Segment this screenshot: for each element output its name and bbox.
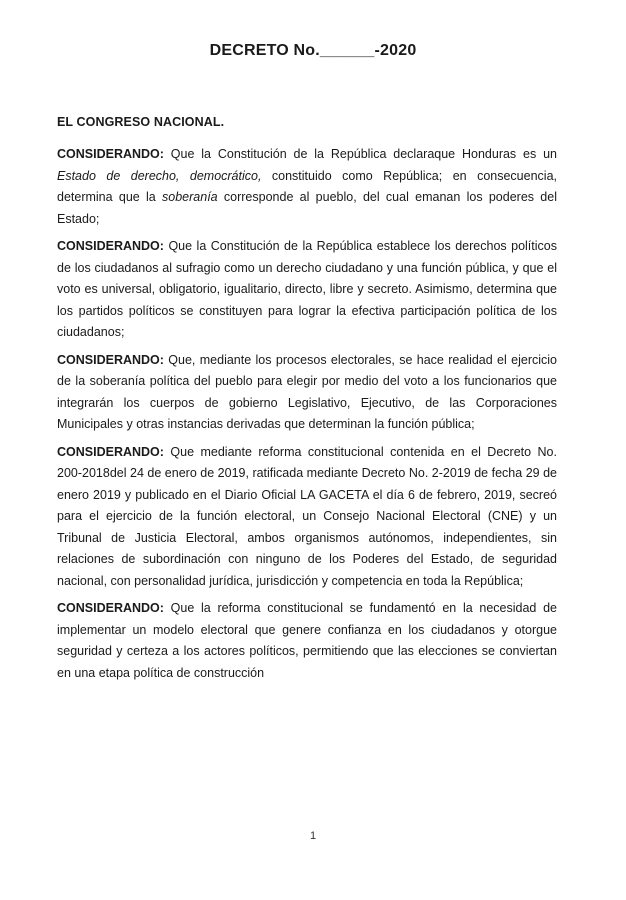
considerando-label: CONSIDERANDO: [57,352,164,367]
paragraph-text: Que la reforma constitucional se fundamentó en la necesidad de implementar un modelo electoral que genere confianza en los ciudadanos y otorgue seguridad y certeza a los actores políticos, permitiendo que las elecciones se conviertan en una etapa política de construcción [57,601,557,680]
paragraph-italic-text: soberanía [162,190,218,204]
congress-heading: EL CONGRESO NACIONAL. [57,115,225,129]
considerando-label: CONSIDERANDO: [57,147,164,161]
paragraph-text: corresponde al pueblo, del cual emanan los poderes del Estado; [57,190,557,226]
document-body [57,144,557,690]
paragraph-text: Que, mediante los procesos electorales, se hace realidad el ejercicio de la soberanía política del pueblo para elegir por medio del voto a los funcionarios que integrarán los cuerpos de gobierno Legislativo, Ejecutivo, de las Corporaciones Municipales y otras instancias derivadas que determinan la función pública; [57,352,557,431]
paragraph-italic-text: Estado de derecho, democrático, [57,168,262,183]
considerando-paragraph-2 [57,236,557,344]
considerando-label: CONSIDERANDO: [57,444,164,459]
considerando-paragraph-5 [57,598,557,684]
considerando-paragraph-4 [57,442,557,593]
considerando-label: CONSIDERANDO: [57,601,164,615]
considerando-label: CONSIDERANDO: [57,239,164,253]
paragraph-text: Que la Constitución de la República declaraque Honduras es un [163,147,557,161]
paragraph-text: Que la Constitución de la República establece los derechos políticos de los ciudadanos al sufragio como un derecho ciudadano y una función pública, y que el voto es universal, obligatorio, igualitario, directo, libre y secreto. Asimismo, determina que los partidos políticos se constituyen para lograr la efectiva participación política de los ciudadanos; [57,239,557,339]
considerando-paragraph-3 [57,350,557,436]
considerando-paragraph-1 [57,144,557,230]
decree-title: DECRETO No.______-2020 [209,42,417,59]
page-number: 1 [309,830,317,842]
paragraph-text: constituido como República; en consecuencia, determina que la [57,168,557,204]
paragraph-text: Que mediante reforma constitucional contenida en el Decreto No. 200-2018del 24 de enero de 2019, ratificada mediante Decreto No. 2-2019 de fecha 29 de enero 2019 y publicado en el Diario Oficial LA GACETA el día 6 de febrero, 2019, secreó para el ejercicio de la función electoral, un Consejo Nacional Electoral (CNE) y un Tribunal de Justicia Electoral, ambos organismos autónomos, independientes, sin relaciones de subordinación con ninguno de los Poderes del Estado, de seguridad nacional, con personalidad jurídica, jurisdicción y competencia en toda la República; [57,444,557,588]
